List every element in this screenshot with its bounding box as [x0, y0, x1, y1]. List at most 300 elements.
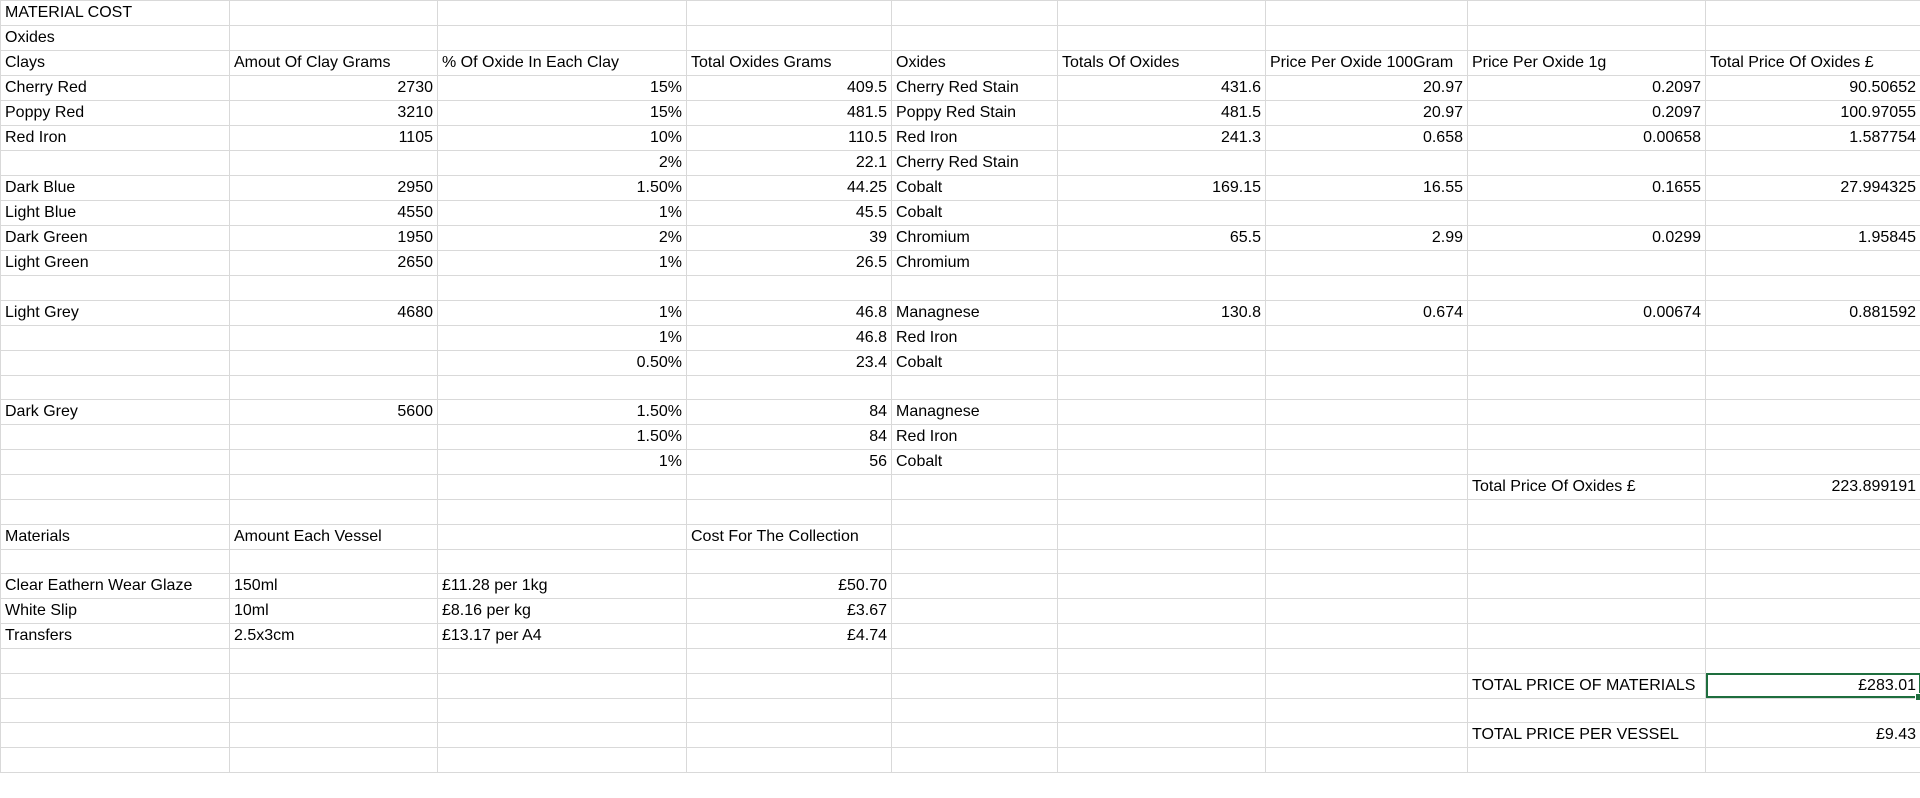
cell-i23[interactable]: [1706, 549, 1920, 574]
cell-a31[interactable]: [1, 748, 230, 773]
cell-h4[interactable]: 0.2097: [1468, 76, 1706, 101]
cell-f3[interactable]: Totals Of Oxides: [1058, 51, 1266, 76]
cell-c19[interactable]: 1%: [438, 450, 687, 475]
cell-g21[interactable]: [1266, 500, 1468, 525]
cell-i12[interactable]: [1706, 276, 1920, 301]
cell-a21[interactable]: [1, 500, 230, 525]
cell-d3[interactable]: Total Oxides Grams: [687, 51, 892, 76]
cell-i25[interactable]: [1706, 599, 1920, 624]
cell-g31[interactable]: [1266, 748, 1468, 773]
cell-c6[interactable]: 10%: [438, 126, 687, 151]
cell-f5[interactable]: 481.5: [1058, 101, 1266, 126]
cell-c14[interactable]: 1%: [438, 325, 687, 350]
cell-h5[interactable]: 0.2097: [1468, 101, 1706, 126]
cell-h20[interactable]: Total Price Of Oxides £: [1468, 475, 1706, 500]
cell-e13[interactable]: Managnese: [892, 300, 1058, 325]
cell-g1[interactable]: [1266, 1, 1468, 26]
cell-h17[interactable]: [1468, 400, 1706, 425]
cell-d22[interactable]: Cost For The Collection: [687, 524, 892, 549]
cell-g25[interactable]: [1266, 599, 1468, 624]
sheet-row: [1, 698, 1920, 723]
cell-h15[interactable]: [1468, 350, 1706, 375]
cell-b5[interactable]: 3210: [230, 101, 438, 126]
cell-e24[interactable]: [892, 574, 1058, 599]
cell-f21[interactable]: [1058, 500, 1266, 525]
cell-c25[interactable]: £8.16 per kg: [438, 599, 687, 624]
cell-c15[interactable]: 0.50%: [438, 350, 687, 375]
cell-d19[interactable]: 56: [687, 450, 892, 475]
cell-f26[interactable]: [1058, 624, 1266, 649]
cell-e8[interactable]: Cobalt: [892, 176, 1058, 201]
cell-d13[interactable]: 46.8: [687, 300, 892, 325]
cell-h18[interactable]: [1468, 425, 1706, 450]
cell-b23[interactable]: [230, 549, 438, 574]
cell-d27[interactable]: [687, 649, 892, 674]
cell-c24[interactable]: £11.28 per 1kg: [438, 574, 687, 599]
cell-c18[interactable]: 1.50%: [438, 425, 687, 450]
cell-f11[interactable]: [1058, 251, 1266, 276]
cell-i10[interactable]: 1.95845: [1706, 226, 1920, 251]
cell-c3[interactable]: % Of Oxide In Each Clay: [438, 51, 687, 76]
cell-a26[interactable]: Transfers: [1, 624, 230, 649]
cell-e19[interactable]: Cobalt: [892, 450, 1058, 475]
cell-h10[interactable]: 0.0299: [1468, 226, 1706, 251]
cell-g16[interactable]: [1266, 375, 1468, 400]
sheet-row: [1, 549, 1920, 574]
cell-a18[interactable]: [1, 425, 230, 450]
cell-e23[interactable]: [892, 549, 1058, 574]
cell-b14[interactable]: [230, 325, 438, 350]
sheet-row: [1, 524, 1920, 549]
cell-g14[interactable]: [1266, 325, 1468, 350]
cell-c7[interactable]: 2%: [438, 151, 687, 176]
cell-g17[interactable]: [1266, 400, 1468, 425]
cell-g2[interactable]: [1266, 26, 1468, 51]
sheet-row: [1, 176, 1920, 201]
cell-a27[interactable]: [1, 649, 230, 674]
sheet-row: [1, 599, 1920, 624]
cell-e16[interactable]: [892, 375, 1058, 400]
cell-f29[interactable]: [1058, 698, 1266, 723]
cell-b24[interactable]: 150ml: [230, 574, 438, 599]
sheet-row: [1, 649, 1920, 674]
cell-c5[interactable]: 15%: [438, 101, 687, 126]
cell-b8[interactable]: 2950: [230, 176, 438, 201]
cell-h23[interactable]: [1468, 549, 1706, 574]
cell-g5[interactable]: 20.97: [1266, 101, 1468, 126]
cell-g12[interactable]: [1266, 276, 1468, 301]
cell-a30[interactable]: [1, 723, 230, 748]
cell-h2[interactable]: [1468, 26, 1706, 51]
cell-h31[interactable]: [1468, 748, 1706, 773]
cell-c10[interactable]: 2%: [438, 226, 687, 251]
cell-f8[interactable]: 169.15: [1058, 176, 1266, 201]
cell-h19[interactable]: [1468, 450, 1706, 475]
cell-i13[interactable]: 0.881592: [1706, 300, 1920, 325]
cell-b10[interactable]: 1950: [230, 226, 438, 251]
cell-f14[interactable]: [1058, 325, 1266, 350]
cell-a4[interactable]: Cherry Red: [1, 76, 230, 101]
cell-a13[interactable]: Light Grey: [1, 300, 230, 325]
cell-e17[interactable]: Managnese: [892, 400, 1058, 425]
cell-d18[interactable]: 84: [687, 425, 892, 450]
cell-c9[interactable]: 1%: [438, 201, 687, 226]
cell-i29[interactable]: [1706, 698, 1920, 723]
cell-d31[interactable]: [687, 748, 892, 773]
cell-f22[interactable]: [1058, 524, 1266, 549]
cell-f10[interactable]: 65.5: [1058, 226, 1266, 251]
cell-b20[interactable]: [230, 475, 438, 500]
cell-c8[interactable]: 1.50%: [438, 176, 687, 201]
cell-g11[interactable]: [1266, 251, 1468, 276]
cell-d30[interactable]: [687, 723, 892, 748]
cell-d9[interactable]: 45.5: [687, 201, 892, 226]
cell-g19[interactable]: [1266, 450, 1468, 475]
cell-h3[interactable]: Price Per Oxide 1g: [1468, 51, 1706, 76]
cell-h25[interactable]: [1468, 599, 1706, 624]
cell-f1[interactable]: [1058, 1, 1266, 26]
cell-h21[interactable]: [1468, 500, 1706, 525]
cell-e26[interactable]: [892, 624, 1058, 649]
cell-a12[interactable]: [1, 276, 230, 301]
cell-i15[interactable]: [1706, 350, 1920, 375]
sheet-row: [1, 673, 1920, 698]
cell-i1[interactable]: [1706, 1, 1920, 26]
cell-f24[interactable]: [1058, 574, 1266, 599]
cell-d21[interactable]: [687, 500, 892, 525]
cell-a9[interactable]: Light Blue: [1, 201, 230, 226]
cell-i6[interactable]: 1.587754: [1706, 126, 1920, 151]
cell-d25[interactable]: £3.67: [687, 599, 892, 624]
cell-d24[interactable]: £50.70: [687, 574, 892, 599]
cell-e29[interactable]: [892, 698, 1058, 723]
cell-d2[interactable]: [687, 26, 892, 51]
cell-f4[interactable]: 431.6: [1058, 76, 1266, 101]
cell-b3[interactable]: Amout Of Clay Grams: [230, 51, 438, 76]
cell-a19[interactable]: [1, 450, 230, 475]
cell-g4[interactable]: 20.97: [1266, 76, 1468, 101]
cell-h16[interactable]: [1468, 375, 1706, 400]
cell-b31[interactable]: [230, 748, 438, 773]
cell-g27[interactable]: [1266, 649, 1468, 674]
sheet-row: [1, 151, 1920, 176]
cell-c2[interactable]: [438, 26, 687, 51]
sheet-row: [1, 624, 1920, 649]
cell-g9[interactable]: [1266, 201, 1468, 226]
cell-a6[interactable]: Red Iron: [1, 126, 230, 151]
cell-h22[interactable]: [1468, 524, 1706, 549]
cell-d23[interactable]: [687, 549, 892, 574]
cell-f9[interactable]: [1058, 201, 1266, 226]
cell-g8[interactable]: 16.55: [1266, 176, 1468, 201]
sheet-row: [1, 251, 1920, 276]
cell-c31[interactable]: [438, 748, 687, 773]
cell-b25[interactable]: 10ml: [230, 599, 438, 624]
cell-c22[interactable]: [438, 524, 687, 549]
cell-a28[interactable]: [1, 673, 230, 698]
sheet-row: [1, 126, 1920, 151]
cell-i4[interactable]: 90.50652: [1706, 76, 1920, 101]
cell-b2[interactable]: [230, 26, 438, 51]
cell-h1[interactable]: [1468, 1, 1706, 26]
cell-f20[interactable]: [1058, 475, 1266, 500]
cell-b26[interactable]: 2.5x3cm: [230, 624, 438, 649]
cell-c21[interactable]: [438, 500, 687, 525]
cell-d14[interactable]: 46.8: [687, 325, 892, 350]
cell-i19[interactable]: [1706, 450, 1920, 475]
cell-a22[interactable]: Materials: [1, 524, 230, 549]
cell-f28[interactable]: [1058, 673, 1266, 698]
cell-g22[interactable]: [1266, 524, 1468, 549]
cell-g28[interactable]: [1266, 673, 1468, 698]
cell-h27[interactable]: [1468, 649, 1706, 674]
cell-h6[interactable]: 0.00658: [1468, 126, 1706, 151]
cell-h29[interactable]: [1468, 698, 1706, 723]
sheet-row: [1, 500, 1920, 525]
cell-d5[interactable]: 481.5: [687, 101, 892, 126]
cell-a25[interactable]: White Slip: [1, 599, 230, 624]
cell-b30[interactable]: [230, 723, 438, 748]
cell-g15[interactable]: [1266, 350, 1468, 375]
sheet-row: [1, 226, 1920, 251]
cell-e7[interactable]: Cherry Red Stain: [892, 151, 1058, 176]
cell-d28[interactable]: [687, 673, 892, 698]
cell-d4[interactable]: 409.5: [687, 76, 892, 101]
cell-i9[interactable]: [1706, 201, 1920, 226]
cell-f15[interactable]: [1058, 350, 1266, 375]
cell-i20[interactable]: 223.899191: [1706, 475, 1920, 500]
cell-g6[interactable]: 0.658: [1266, 126, 1468, 151]
cell-a2[interactable]: Oxides: [1, 26, 230, 51]
cell-e15[interactable]: Cobalt: [892, 350, 1058, 375]
cell-i31[interactable]: [1706, 748, 1920, 773]
cell-c27[interactable]: [438, 649, 687, 674]
cell-i16[interactable]: [1706, 375, 1920, 400]
cell-g20[interactable]: [1266, 475, 1468, 500]
cell-b27[interactable]: [230, 649, 438, 674]
cell-f17[interactable]: [1058, 400, 1266, 425]
cell-e28[interactable]: [892, 673, 1058, 698]
cell-b18[interactable]: [230, 425, 438, 450]
cell-b22[interactable]: Amount Each Vessel: [230, 524, 438, 549]
cell-f25[interactable]: [1058, 599, 1266, 624]
sheet-row: [1, 276, 1920, 301]
cell-e5[interactable]: Poppy Red Stain: [892, 101, 1058, 126]
cell-a7[interactable]: [1, 151, 230, 176]
cell-b9[interactable]: 4550: [230, 201, 438, 226]
cell-e9[interactable]: Cobalt: [892, 201, 1058, 226]
sheet-row: [1, 76, 1920, 101]
cell-c29[interactable]: [438, 698, 687, 723]
cell-b17[interactable]: 5600: [230, 400, 438, 425]
cell-i18[interactable]: [1706, 425, 1920, 450]
cell-f16[interactable]: [1058, 375, 1266, 400]
cell-e21[interactable]: [892, 500, 1058, 525]
cell-g10[interactable]: 2.99: [1266, 226, 1468, 251]
cell-i17[interactable]: [1706, 400, 1920, 425]
cell-a14[interactable]: [1, 325, 230, 350]
cell-b16[interactable]: [230, 375, 438, 400]
cell-h9[interactable]: [1468, 201, 1706, 226]
cell-a24[interactable]: Clear Eathern Wear Glaze: [1, 574, 230, 599]
cell-e6[interactable]: Red Iron: [892, 126, 1058, 151]
cell-e18[interactable]: Red Iron: [892, 425, 1058, 450]
cell-i7[interactable]: [1706, 151, 1920, 176]
cell-e11[interactable]: Chromium: [892, 251, 1058, 276]
cell-c11[interactable]: 1%: [438, 251, 687, 276]
cell-d8[interactable]: 44.25: [687, 176, 892, 201]
cell-b11[interactable]: 2650: [230, 251, 438, 276]
cell-i14[interactable]: [1706, 325, 1920, 350]
cell-i22[interactable]: [1706, 524, 1920, 549]
cell-d15[interactable]: 23.4: [687, 350, 892, 375]
cell-d10[interactable]: 39: [687, 226, 892, 251]
cell-b13[interactable]: 4680: [230, 300, 438, 325]
cell-d26[interactable]: £4.74: [687, 624, 892, 649]
cell-e14[interactable]: Red Iron: [892, 325, 1058, 350]
cell-a5[interactable]: Poppy Red: [1, 101, 230, 126]
cell-i21[interactable]: [1706, 500, 1920, 525]
cell-e20[interactable]: [892, 475, 1058, 500]
cell-d6[interactable]: 110.5: [687, 126, 892, 151]
spreadsheet-body: [1, 1, 1920, 773]
cell-b29[interactable]: [230, 698, 438, 723]
cell-e25[interactable]: [892, 599, 1058, 624]
cell-h24[interactable]: [1468, 574, 1706, 599]
cell-f19[interactable]: [1058, 450, 1266, 475]
sheet-row: [1, 300, 1920, 325]
cell-h7[interactable]: [1468, 151, 1706, 176]
cell-a11[interactable]: Light Green: [1, 251, 230, 276]
sheet-row: [1, 201, 1920, 226]
cell-i24[interactable]: [1706, 574, 1920, 599]
cell-g24[interactable]: [1266, 574, 1468, 599]
cell-g30[interactable]: [1266, 723, 1468, 748]
cell-e22[interactable]: [892, 524, 1058, 549]
cell-c12[interactable]: [438, 276, 687, 301]
cell-b28[interactable]: [230, 673, 438, 698]
cell-i11[interactable]: [1706, 251, 1920, 276]
cell-i28[interactable]: £283.01: [1706, 673, 1920, 698]
cell-c28[interactable]: [438, 673, 687, 698]
sheet-row: [1, 748, 1920, 773]
cell-i5[interactable]: 100.97055: [1706, 101, 1920, 126]
cell-g29[interactable]: [1266, 698, 1468, 723]
cell-g3[interactable]: Price Per Oxide 100Gram: [1266, 51, 1468, 76]
cell-b6[interactable]: 1105: [230, 126, 438, 151]
cell-h26[interactable]: [1468, 624, 1706, 649]
cell-i30[interactable]: £9.43: [1706, 723, 1920, 748]
cell-f31[interactable]: [1058, 748, 1266, 773]
cell-a1[interactable]: MATERIAL COST: [1, 1, 230, 26]
cell-g23[interactable]: [1266, 549, 1468, 574]
cell-g18[interactable]: [1266, 425, 1468, 450]
cell-g7[interactable]: [1266, 151, 1468, 176]
sheet-row: [1, 51, 1920, 76]
cell-c13[interactable]: 1%: [438, 300, 687, 325]
cell-d12[interactable]: [687, 276, 892, 301]
cell-d17[interactable]: 84: [687, 400, 892, 425]
cell-b21[interactable]: [230, 500, 438, 525]
cell-e10[interactable]: Chromium: [892, 226, 1058, 251]
cell-b12[interactable]: [230, 276, 438, 301]
sheet-row: [1, 26, 1920, 51]
cell-i27[interactable]: [1706, 649, 1920, 674]
cell-f2[interactable]: [1058, 26, 1266, 51]
cell-c4[interactable]: 15%: [438, 76, 687, 101]
cell-a15[interactable]: [1, 350, 230, 375]
cell-c26[interactable]: £13.17 per A4: [438, 624, 687, 649]
cell-d11[interactable]: 26.5: [687, 251, 892, 276]
cell-b1[interactable]: [230, 1, 438, 26]
cell-f13[interactable]: 130.8: [1058, 300, 1266, 325]
cell-h8[interactable]: 0.1655: [1468, 176, 1706, 201]
cell-f7[interactable]: [1058, 151, 1266, 176]
cell-a10[interactable]: Dark Green: [1, 226, 230, 251]
cell-h11[interactable]: [1468, 251, 1706, 276]
cell-b15[interactable]: [230, 350, 438, 375]
cell-c20[interactable]: [438, 475, 687, 500]
cell-a16[interactable]: [1, 375, 230, 400]
cell-b7[interactable]: [230, 151, 438, 176]
cell-f18[interactable]: [1058, 425, 1266, 450]
cell-h30[interactable]: TOTAL PRICE PER VESSEL: [1468, 723, 1706, 748]
cell-i8[interactable]: 27.994325: [1706, 176, 1920, 201]
cell-e3[interactable]: Oxides: [892, 51, 1058, 76]
cell-h13[interactable]: 0.00674: [1468, 300, 1706, 325]
cell-i2[interactable]: [1706, 26, 1920, 51]
cell-c30[interactable]: [438, 723, 687, 748]
cell-e12[interactable]: [892, 276, 1058, 301]
cell-d20[interactable]: [687, 475, 892, 500]
cell-e2[interactable]: [892, 26, 1058, 51]
cell-b19[interactable]: [230, 450, 438, 475]
cell-a17[interactable]: Dark Grey: [1, 400, 230, 425]
cell-a29[interactable]: [1, 698, 230, 723]
cell-d1[interactable]: [687, 1, 892, 26]
cell-a8[interactable]: Dark Blue: [1, 176, 230, 201]
cell-f12[interactable]: [1058, 276, 1266, 301]
cell-h12[interactable]: [1468, 276, 1706, 301]
cell-f6[interactable]: 241.3: [1058, 126, 1266, 151]
cell-f23[interactable]: [1058, 549, 1266, 574]
cell-f27[interactable]: [1058, 649, 1266, 674]
cell-e30[interactable]: [892, 723, 1058, 748]
cell-c1[interactable]: [438, 1, 687, 26]
cell-f30[interactable]: [1058, 723, 1266, 748]
cell-g26[interactable]: [1266, 624, 1468, 649]
cell-h28[interactable]: TOTAL PRICE OF MATERIALS: [1468, 673, 1706, 698]
cell-a3[interactable]: Clays: [1, 51, 230, 76]
cell-i3[interactable]: Total Price Of Oxides £: [1706, 51, 1920, 76]
cell-e1[interactable]: [892, 1, 1058, 26]
cell-d7[interactable]: 22.1: [687, 151, 892, 176]
cell-g13[interactable]: 0.674: [1266, 300, 1468, 325]
cell-a23[interactable]: [1, 549, 230, 574]
cell-c16[interactable]: [438, 375, 687, 400]
cell-d16[interactable]: [687, 375, 892, 400]
cell-e27[interactable]: [892, 649, 1058, 674]
cell-c23[interactable]: [438, 549, 687, 574]
cell-c17[interactable]: 1.50%: [438, 400, 687, 425]
cell-d29[interactable]: [687, 698, 892, 723]
cell-b4[interactable]: 2730: [230, 76, 438, 101]
cell-a20[interactable]: [1, 475, 230, 500]
cell-h14[interactable]: [1468, 325, 1706, 350]
cell-i26[interactable]: [1706, 624, 1920, 649]
cell-e4[interactable]: Cherry Red Stain: [892, 76, 1058, 101]
cell-e31[interactable]: [892, 748, 1058, 773]
